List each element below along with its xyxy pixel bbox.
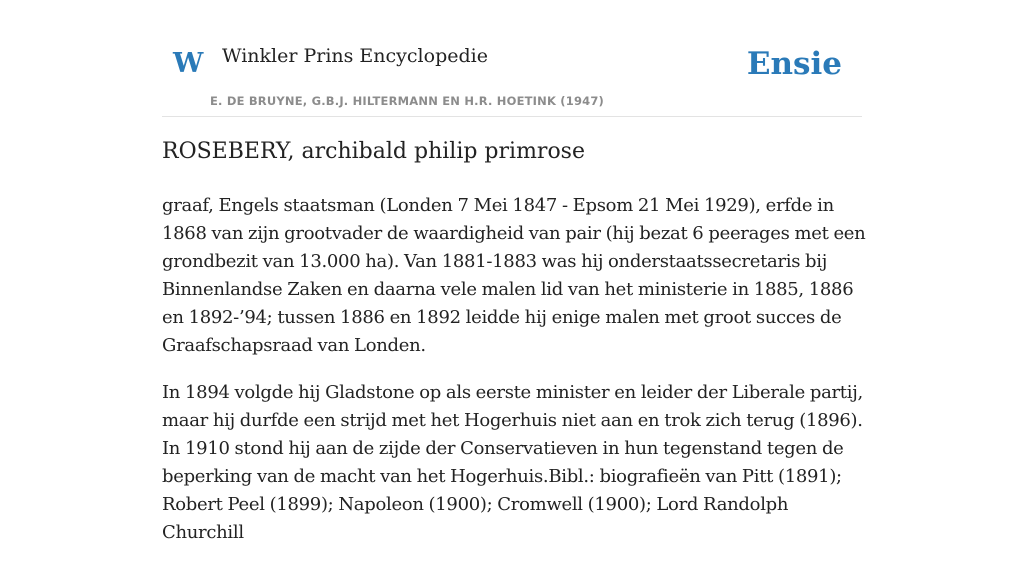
source-header (162, 0, 862, 117)
article-paragraph: graaf, Engels staatsman (Londen 7 Mei 1847 - Epsom 21 Mei 1929), erfde in 1868 van zijn grootvader de waardigheid van pair (hij bezat 6 peerages met een grondbezit van 13.000 ha). Van 1881-1883 was hij onderstaatssecretaris bij Binnenlandse Zaken en daarna vele malen lid van het ministerie in 1885, 1886 en 1892-’94; tussen 1886 en 1892 leidde hij enige malen met groot succes de Graafschapsraad van Londen. (162, 195, 866, 356)
source-title[interactable]: Winkler Prins Encyclopedie (222, 45, 488, 67)
source-authors: E. DE BRUYNE, G.B.J. HILTERMANN EN H.R. HOETINK (1947) (210, 94, 605, 108)
article-body (162, 192, 874, 566)
ensie-logo[interactable]: Ensie (746, 46, 842, 82)
article-paragraph: In 1894 volgde hij Gladstone op als eerste minister en leider der Liberale partij, maar hij durfde een strijd met het Hogerhuis niet aan en trok zich terug (1896). In 1910 stond hij aan de zijde der Conservatieven in hun tegenstand tegen de beperking van de macht van het Hogerhuis.Bibl.: biografieën van Pitt (1891); Robert Peel (1899); Napoleon (1900); Cromwell (1900); Lord Randolph Churchill (162, 382, 863, 543)
winkler-prins-logo[interactable]: W (173, 48, 204, 79)
article-title: ROSEBERY, archibald philip primrose (162, 139, 585, 164)
